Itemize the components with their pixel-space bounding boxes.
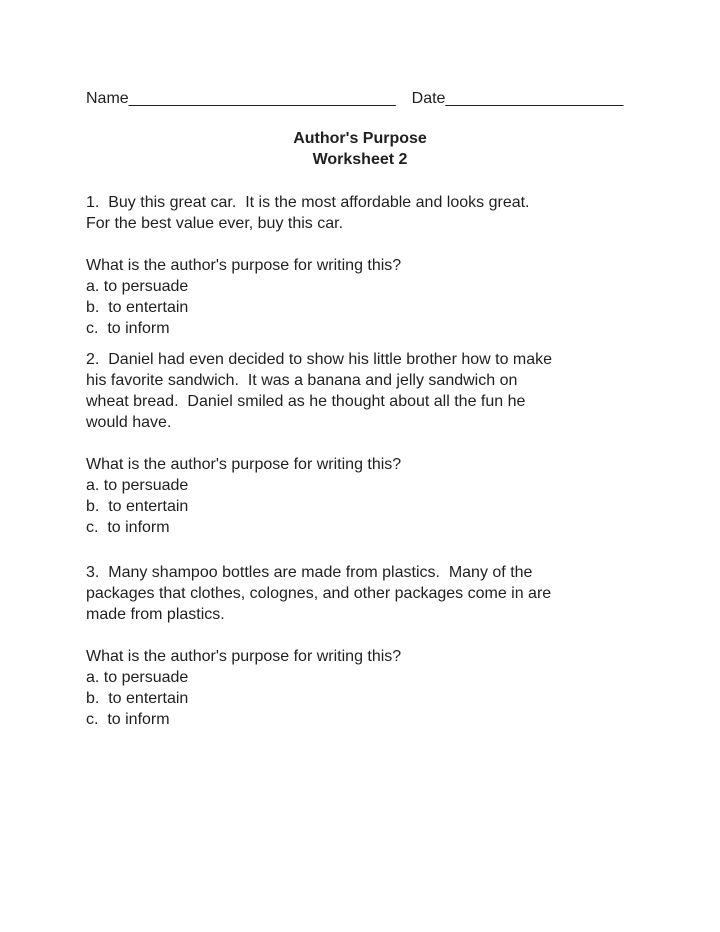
date-blank-line: ____________________	[445, 90, 624, 107]
question-1-passage: 1. Buy this great car. It is the most affordable and looks great. For the best value ever, buy this car.	[86, 194, 539, 232]
question-3-option-a: a. to persuade	[86, 669, 189, 686]
question-2-prompt: What is the author's purpose for writing this?	[86, 456, 402, 473]
question-1-option-c: c. to inform	[86, 320, 170, 337]
question-1-options	[86, 276, 562, 339]
question-1-option-a: a. to persuade	[86, 278, 189, 295]
question-3-prompt: What is the author's purpose for writing this?	[86, 648, 402, 665]
question-2	[86, 349, 562, 538]
question-2-option-a: a. to persuade	[86, 477, 189, 494]
worksheet-title	[86, 128, 634, 170]
question-2-passage: 2. Daniel had even decided to show his little brother how to make his favorite sandwich. It was a banana and jelly sandwich on wheat bread. Daniel smiled as he thought about all the fun he would have.	[86, 351, 557, 431]
name-label: Name	[86, 90, 129, 107]
question-3-option-b: b. to entertain	[86, 690, 189, 707]
question-1	[86, 192, 562, 339]
name-blank-line: ______________________________	[128, 90, 396, 107]
question-3-passage: 3. Many shampoo bottles are made from plastics. Many of the packages that clothes, colognes, and other packages come in are made from plastics.	[86, 564, 556, 623]
title-line-2: Worksheet 2	[312, 151, 408, 168]
title-line-1: Author's Purpose	[293, 130, 427, 147]
question-2-option-c: c. to inform	[86, 519, 170, 536]
question-1-option-b: b. to entertain	[86, 299, 189, 316]
name-date-row	[86, 88, 634, 109]
question-3-options	[86, 667, 562, 730]
question-2-option-b: b. to entertain	[86, 498, 189, 515]
question-3-option-c: c. to inform	[86, 711, 170, 728]
question-3	[86, 562, 562, 730]
question-1-prompt: What is the author's purpose for writing this?	[86, 257, 402, 274]
date-label: Date	[411, 90, 446, 107]
question-2-options	[86, 475, 562, 538]
